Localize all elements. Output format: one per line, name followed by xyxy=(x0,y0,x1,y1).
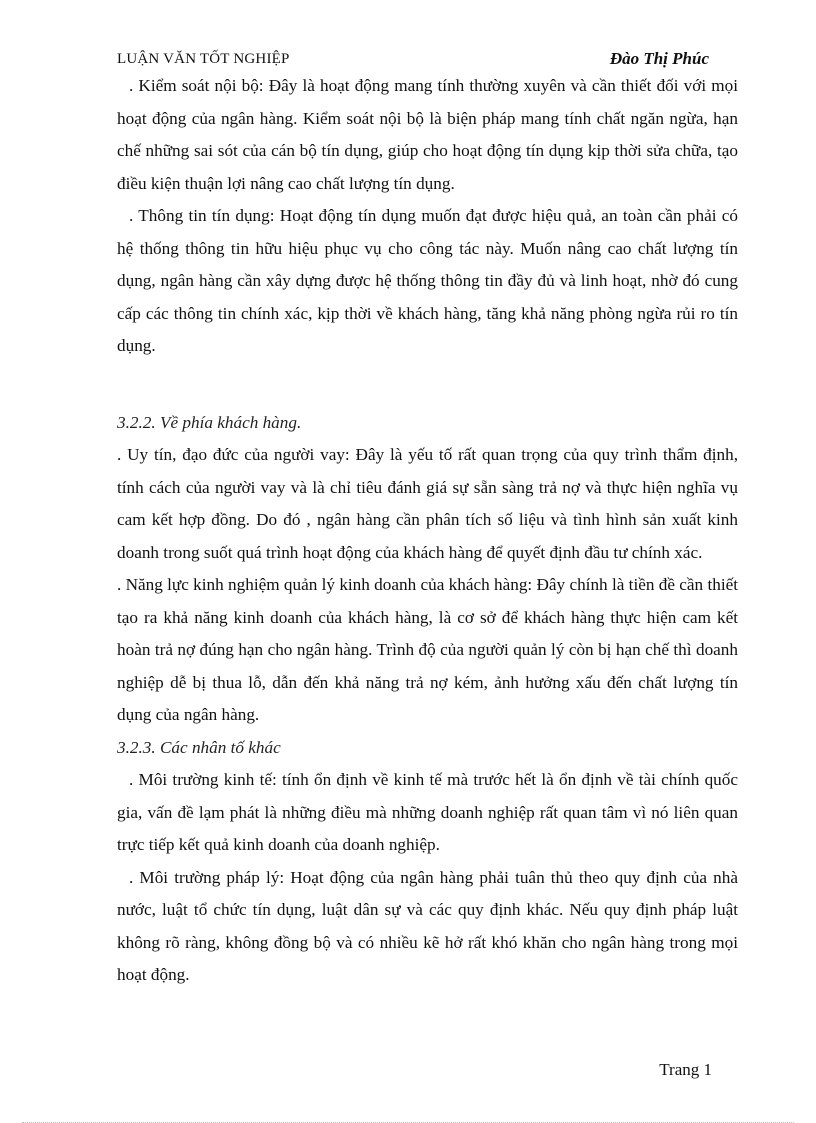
paragraph-credit-information: . Thông tin tín dụng: Hoạt động tín dụng muốn đạt được hiệu quả, an toàn cần phải có hệ thống thông tin hữu hiệu phục vụ cho công tác này. Muốn nâng cao chất lượng tín dụng, ngân hàng cần xây dựng được hệ thống thông tin đầy đủ và linh hoạt, nhờ đó cung cấp các thông tin chính xác, kịp thời về khách hàng, tăng khả năng phòng ngừa rủi ro tín dụng. xyxy=(117,206,738,355)
section-spacer xyxy=(117,363,738,407)
page-number: Trang 1 xyxy=(659,1060,712,1079)
page-content xyxy=(117,70,738,992)
paragraph-legal-environment: . Môi trường pháp lý: Hoạt động của ngân hàng phải tuân thủ theo quy định của nhà nước, luật tổ chức tín dụng, luật dân sự và các quy định khác. Nếu quy định pháp luật không rõ ràng, không đồng bộ và có nhiều kẽ hở rất khó khăn cho ngân hàng trong mọi hoạt động. xyxy=(117,867,738,984)
document-title: LUẬN VĂN TỐT NGHIỆP xyxy=(117,51,290,67)
paragraph-management-capacity: . Năng lực kinh nghiệm quản lý kinh doanh của khách hàng: Đây chính là tiền đề cần thiết tạo ra khả năng kinh doanh của khách hàng, là cơ sở để khách hàng thực hiện cam kết hoàn trả nợ đúng hạn cho ngân hàng. Trình độ của người quản lý còn bị hạn chế thì doanh nghiệp dễ bị thua lỗ, dẫn đến khả năng trả nợ kém, ảnh hưởng xấu đến chất lượng tín dụng của ngân hàng. xyxy=(117,575,738,724)
section-heading-other-factors: 3.2.3. Các nhân tố khác xyxy=(117,737,281,757)
paragraph-internal-control: . Kiểm soát nội bộ: Đây là hoạt động mang tính thường xuyên và cần thiết đối với mọi hoạt động của ngân hàng. Kiểm soát nội bộ là biện pháp mang tính chất ngăn ngừa, hạn chế những sai sót của cán bộ tín dụng, giúp cho hoạt động tín dụng kịp thời sửa chữa, tạo điều kiện thuận lợi nâng cao chất lượng tín dụng. xyxy=(117,76,738,193)
paragraph-borrower-credibility: . Uy tín, đạo đức của người vay: Đây là yếu tố rất quan trọng của quy trình thẩm định, tính cách của người vay và là chỉ tiêu đánh giá sự sẵn sàng trả nợ và thực hiện nghĩa vụ cam kết hợp đồng. Do đó , ngân hàng cần phân tích số liệu và tình hình sản xuất kinh doanh trong suốt quá trình hoạt động của khách hàng để quyết định đầu tư chính xác. xyxy=(117,445,738,562)
page-header xyxy=(117,50,709,72)
section-heading-customer: 3.2.2. Về phía khách hàng. xyxy=(117,412,302,432)
author-name: Đào Thị Phúc xyxy=(609,49,709,68)
paragraph-economic-environment: . Môi trường kinh tế: tính ổn định về kinh tế mà trước hết là ổn định về tài chính quốc gia, vấn đề lạm phát là những điều mà những doanh nghiệp rất quan tâm vì nó liên quan trực tiếp kết quả kinh doanh của doanh nghiệp. xyxy=(117,770,738,854)
